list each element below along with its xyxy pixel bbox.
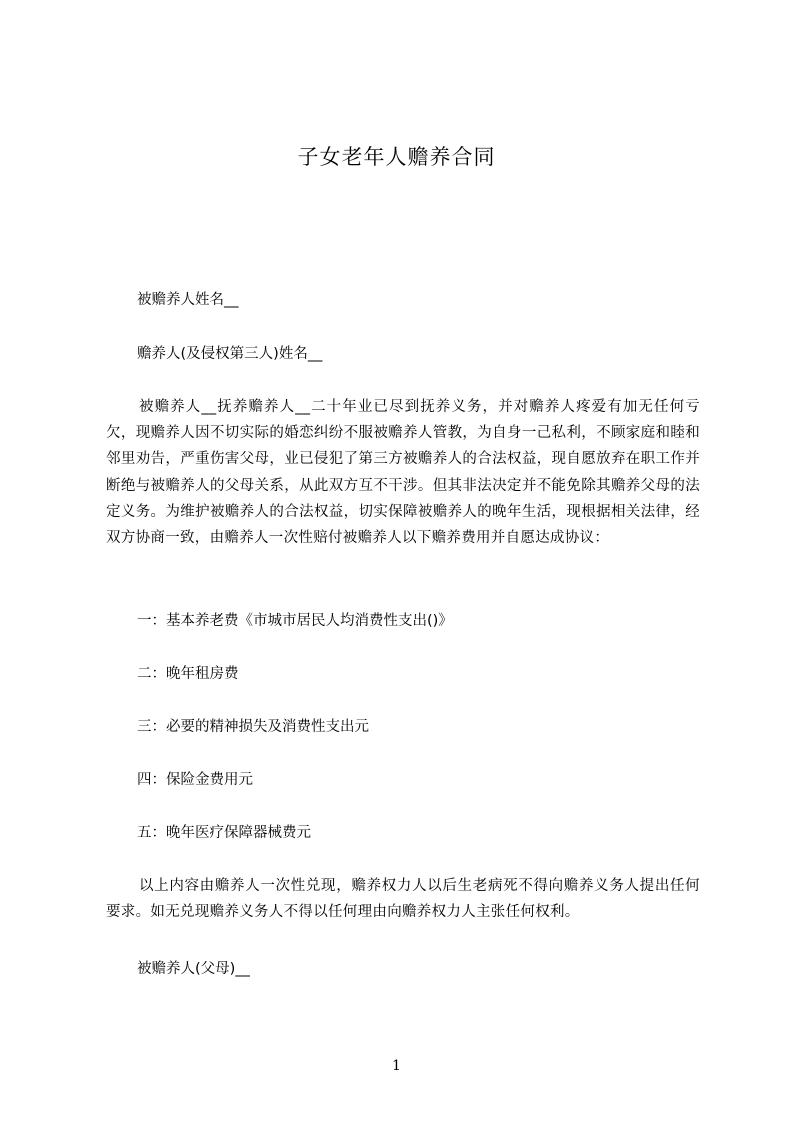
intro-paragraph: 被赡养人__抚养赡养人__二十年业已尽到抚养义务，并对赡养人疼爱有加无任何亏欠，现赡养人因不切实际的婚恋纠纷不服被赡养人管教，为自身一己私利，不顾家庭和睦和邻里劝告，严重伤害父母，业已侵犯了第三方被赡养人的合法权益，现自愿放弃在职工作并断绝与被赡养人的父母关系，从此双方互不干涉。但其非法决定并不能免除其赡养父母的法定义务。为维护被赡养人的合法权益，切实保障被赡养人的晚年生活，现根据相关法律，经双方协商一致，由赡养人一次性赔付被赡养人以下赡养费用并自愿达成协议：: [106, 399, 700, 547]
item-medical-equipment: 五：晚年医疗保障器械费元: [137, 825, 311, 841]
item-rent: 二：晚年租房费: [137, 666, 239, 682]
item-insurance: 四：保险金费用元: [137, 772, 253, 788]
page-number: 1: [392, 1058, 401, 1074]
item-mental-damages: 三：必要的精神损失及消费性支出元: [137, 719, 369, 735]
supporter-name-line: 赡养人(及侵权第三人)姓名__: [137, 346, 323, 362]
supported-person-name-line: 被赡养人姓名__: [137, 292, 239, 308]
closing-paragraph: 以上内容由赡养人一次性兑现，赡养权力人以后生老病死不得向赡养义务人提出任何要求。如无兑现赡养义务人不得以任何理由向赡养权力人主张任何权利。: [106, 878, 700, 921]
document-title: 子女老年人赡养合同: [297, 145, 496, 169]
signature-line: 被赡养人(父母)__: [137, 961, 250, 977]
item-basic-pension: 一：基本养老费《市城市居民人均消费性支出()》: [137, 613, 453, 629]
